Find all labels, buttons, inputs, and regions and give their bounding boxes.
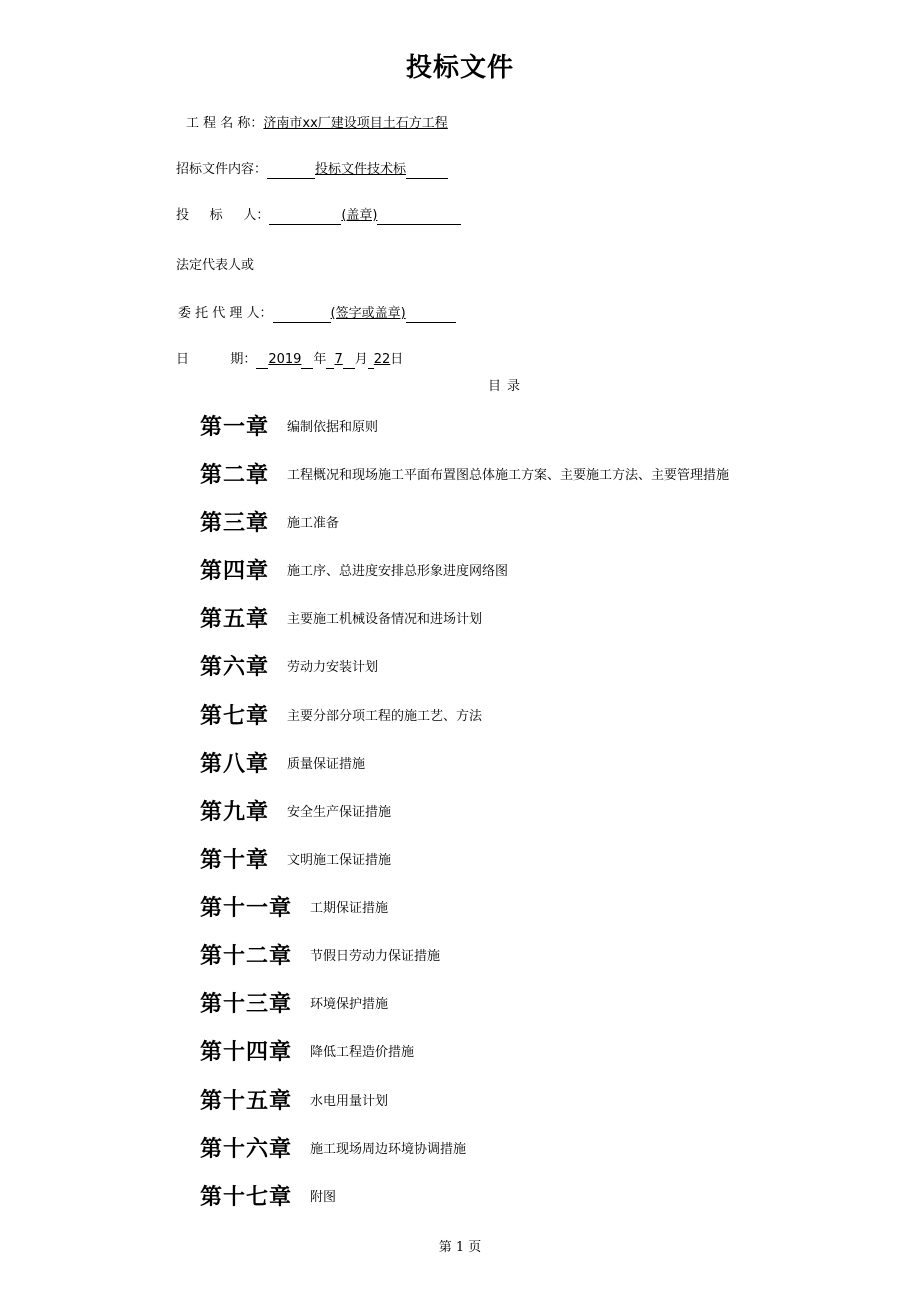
toc-title: 安全生产保证措施 bbox=[287, 804, 392, 820]
toc-item bbox=[200, 841, 391, 875]
toc-title: 编制依据和原则 bbox=[287, 419, 379, 435]
toc-chapter: 第十一章 bbox=[200, 894, 293, 921]
toc-chapter: 第十三章 bbox=[200, 990, 293, 1017]
toc-chapter: 第四章 bbox=[200, 557, 270, 584]
toc-item bbox=[200, 1033, 414, 1067]
date-month: 7 bbox=[334, 352, 343, 367]
toc-title: 劳动力安装计划 bbox=[287, 659, 379, 675]
toc-item bbox=[200, 648, 378, 682]
date-row bbox=[176, 351, 403, 369]
toc-title: 节假日劳动力保证措施 bbox=[310, 948, 441, 964]
tender-content-row bbox=[176, 161, 448, 179]
legal-rep-label: 法定代表人或 bbox=[176, 258, 255, 273]
bidder-label: 投 标 人： bbox=[176, 208, 270, 223]
toc-item bbox=[200, 456, 729, 490]
toc-title: 附图 bbox=[310, 1189, 337, 1205]
toc-chapter: 第十二章 bbox=[200, 942, 293, 969]
toc-title: 施工现场周边环境协调措施 bbox=[310, 1141, 467, 1157]
agent-value: (签字或盖章) bbox=[330, 306, 406, 321]
toc-item bbox=[200, 1082, 388, 1116]
toc-title: 文明施工保证措施 bbox=[287, 852, 392, 868]
date-month-unit: 月 bbox=[354, 352, 368, 367]
toc-title: 水电用量计划 bbox=[310, 1093, 389, 1109]
tender-content-label: 招标文件内容： bbox=[176, 162, 268, 177]
date-day-unit: 日 bbox=[390, 352, 404, 367]
project-name-label: 工 程 名 称： bbox=[186, 116, 264, 131]
toc-item bbox=[200, 697, 482, 731]
toc-chapter: 第二章 bbox=[200, 461, 270, 488]
toc-item bbox=[200, 985, 388, 1019]
toc-item bbox=[200, 937, 440, 971]
toc-chapter: 第一章 bbox=[200, 413, 270, 440]
bidder-value: (盖章) bbox=[341, 208, 378, 223]
legal-rep-row bbox=[176, 257, 254, 275]
toc-chapter: 第三章 bbox=[200, 509, 270, 536]
toc-title: 施工准备 bbox=[287, 515, 340, 531]
project-name-row bbox=[186, 115, 448, 133]
agent-row bbox=[178, 305, 456, 323]
toc-heading: 目录 bbox=[488, 379, 527, 394]
date-year-unit: 年 bbox=[313, 352, 327, 367]
toc-item bbox=[200, 1130, 466, 1164]
page-number: 第 1 页 bbox=[438, 1240, 482, 1255]
toc-item bbox=[200, 408, 378, 442]
toc-title: 环境保护措施 bbox=[310, 996, 389, 1012]
tender-content-value: 投标文件技术标 bbox=[315, 162, 407, 177]
toc-title: 质量保证措施 bbox=[287, 756, 366, 772]
toc-item bbox=[200, 1178, 336, 1212]
bidder-row bbox=[176, 207, 461, 225]
toc-chapter: 第七章 bbox=[200, 702, 270, 729]
toc-item bbox=[200, 504, 339, 538]
agent-label: 委 托 代 理 人： bbox=[178, 306, 273, 321]
toc-chapter: 第五章 bbox=[200, 605, 270, 632]
toc-chapter: 第八章 bbox=[200, 750, 270, 777]
toc-title: 降低工程造价措施 bbox=[310, 1044, 415, 1060]
toc-chapter: 第十四章 bbox=[200, 1038, 293, 1065]
toc-item bbox=[200, 745, 365, 779]
toc-title: 工程概况和现场施工平面布置图总体施工方案、主要施工方法、主要管理措施 bbox=[287, 467, 730, 483]
toc-item bbox=[200, 600, 482, 634]
toc-item bbox=[200, 793, 391, 827]
toc-chapter: 第十五章 bbox=[200, 1087, 293, 1114]
toc-chapter: 第十章 bbox=[200, 846, 270, 873]
toc-chapter: 第十六章 bbox=[200, 1135, 293, 1162]
toc-chapter: 第六章 bbox=[200, 653, 270, 680]
toc-title: 工期保证措施 bbox=[310, 900, 389, 916]
date-day: 22 bbox=[373, 352, 391, 367]
date-label: 日 期： bbox=[176, 352, 257, 367]
page-title: 投标文件 bbox=[405, 53, 514, 83]
toc-chapter: 第九章 bbox=[200, 798, 270, 825]
toc-item bbox=[200, 889, 388, 923]
toc-title: 主要分部分项工程的施工艺、方法 bbox=[287, 708, 483, 724]
project-name-value: 济南市xx厂建设项目土石方工程 bbox=[263, 116, 448, 131]
toc-title: 主要施工机械设备情况和进场计划 bbox=[287, 611, 483, 627]
toc-item bbox=[200, 552, 508, 586]
date-year: 2019 bbox=[268, 352, 302, 367]
toc-chapter: 第十七章 bbox=[200, 1183, 293, 1210]
toc-title: 施工序、总进度安排总形象进度网络图 bbox=[287, 563, 509, 579]
